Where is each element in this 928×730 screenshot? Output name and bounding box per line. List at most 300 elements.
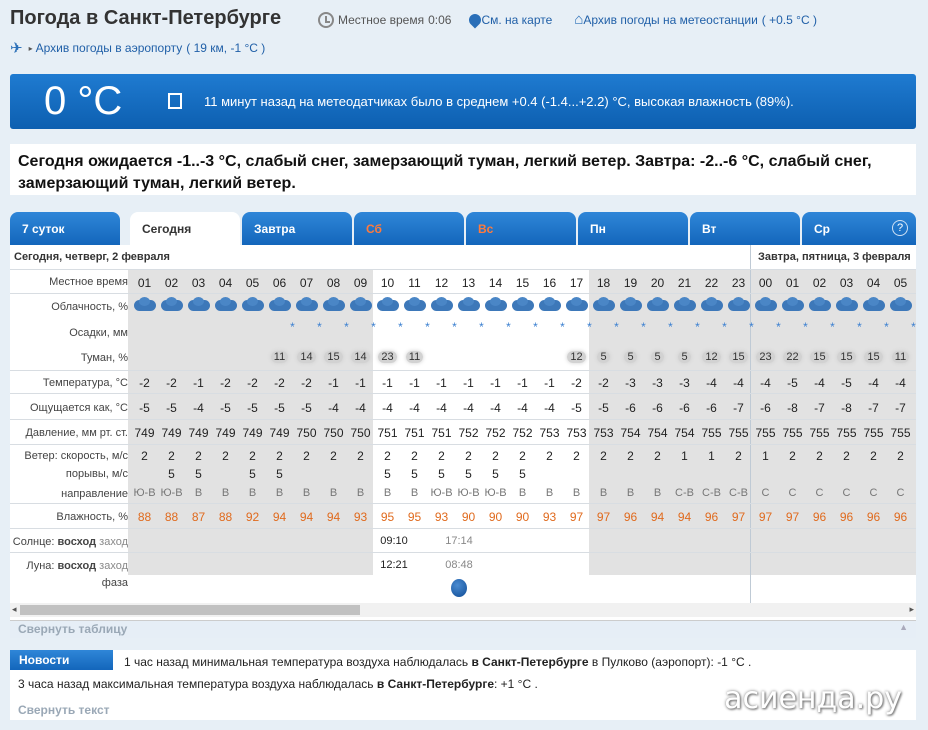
cell-pressure: 755 [863,426,884,440]
moon-set-label: заход [99,560,128,572]
cell-gusts: 5 [195,467,202,481]
cell-dir: В [599,487,608,499]
cell-dir: В [383,487,392,499]
day-header-tomorrow: Завтра, пятница, 3 февраля [758,251,911,263]
archive-airport[interactable]: ✈ ▸ Архив погоды в аэропорту ( 19 км, -1 °C ) [10,40,266,57]
snowflake-icon: * [506,320,511,334]
row-label-pressure: Давление, мм рт. ст. [25,427,128,439]
cell-hours: 16 [542,276,557,290]
cell-pressure: 750 [296,426,317,440]
cell-humidity: 94 [677,510,692,524]
cell-wind: 2 [870,449,877,463]
cell-wind: 2 [735,449,742,463]
cell-dir: В [572,487,581,499]
cloud-icon [240,297,264,311]
cell-dir: В [626,487,635,499]
cell-temp: -1 [193,376,204,390]
help-icon[interactable]: ? [892,220,908,236]
snowflake-icon: * [803,320,808,334]
cell-humidity: 88 [164,510,179,524]
cell-hours: 08 [326,276,341,290]
cell-hours: 01 [785,276,800,290]
row-label-humidity: Влажность, % [56,511,128,523]
cell-gusts: 5 [384,467,391,481]
cloud-icon [807,297,831,311]
cloud-icon [834,297,858,311]
snowflake-icon: * [668,320,673,334]
row-separator [10,293,916,294]
fog-cell [779,351,806,363]
fog-cell [347,351,374,363]
row-label-feels: Ощущается как, °C [29,402,128,414]
cell-temp: -2 [274,376,285,390]
fog-cell [752,351,779,363]
fog-value: 14 [297,351,315,363]
cell-dir: Ю-В [133,487,156,499]
local-time-label: Местное время [338,12,425,27]
cell-pressure: 749 [215,426,236,440]
cell-gusts: 5 [438,467,445,481]
fog-cell [266,351,293,363]
cloud-icon [672,297,696,311]
cloud-icon [429,297,453,311]
snowflake-icon: * [722,320,727,334]
moon-label [10,560,128,572]
snowflake-icon: * [560,320,565,334]
cell-temp: -4 [706,376,717,390]
cell-hours: 15 [515,276,530,290]
cloud-icon [456,297,480,311]
news-item-2 [18,677,538,691]
cell-temp: -3 [652,376,663,390]
cell-pressure: 751 [377,426,398,440]
snowflake-icon: * [695,320,700,334]
fog-value: 15 [729,351,747,363]
cell-wind: 2 [465,449,472,463]
tab-saturday[interactable]: Сб [354,212,464,245]
cell-hours: 17 [569,276,584,290]
night-shading [128,269,373,575]
cell-dir: Ю-В [430,487,453,499]
cloud-icon [726,297,750,311]
row-separator [10,393,916,394]
row-label-clouds: Облачность, % [51,301,128,313]
tab-monday[interactable]: Пн [578,212,688,245]
cell-pressure: 751 [404,426,425,440]
cell-gusts: 5 [465,467,472,481]
cell-wind: 2 [600,449,607,463]
fog-value: 12 [567,351,585,363]
sunrise-time: 09:10 [380,535,408,547]
cloud-icon [645,297,669,311]
cloud-icon [510,297,534,311]
horizontal-scrollbar[interactable] [10,603,916,617]
day-divider [750,245,751,603]
tab-wednesday[interactable] [802,212,916,245]
archive-station-text[interactable]: Архив погоды на метеостанции [583,12,758,27]
archive-airport-value: ( 19 км, -1 °C ) [186,41,266,55]
cell-humidity: 95 [380,510,395,524]
moonset-time: 08:48 [445,559,473,571]
scroll-right-icon[interactable]: ▸ [909,604,914,614]
fog-cell [671,351,698,363]
cell-feels: -4 [328,401,339,415]
cell-feels: -5 [220,401,231,415]
snowflake-icon: * [344,320,349,334]
snowflake-icon: * [641,320,646,334]
cell-pressure: 754 [620,426,641,440]
row-separator [10,419,916,420]
cloud-icon [618,297,642,311]
cell-temp: -1 [544,376,555,390]
cell-wind: 2 [654,449,661,463]
cell-feels: -5 [274,401,285,415]
cloud-icon [564,297,588,311]
fog-value: 15 [810,351,828,363]
cell-humidity: 94 [650,510,665,524]
cell-dir: С [869,487,878,499]
cell-feels: -4 [490,401,501,415]
page-title: Погода в Санкт-Петербурге [10,7,282,29]
cell-feels: -6 [679,401,690,415]
cell-feels: -4 [409,401,420,415]
fog-cell [293,351,320,363]
cloud-icon [132,297,156,311]
cell-hours: 20 [650,276,665,290]
cell-wind: 2 [573,449,580,463]
archive-airport-link[interactable]: Архив погоды в аэропорту [35,41,183,55]
cell-feels: -5 [571,401,582,415]
snowflake-icon: * [290,320,295,334]
snowflake-icon: * [911,320,916,334]
cloud-icon [753,297,777,311]
cell-feels: -7 [868,401,879,415]
cell-dir: Ю-В [160,487,183,499]
cell-humidity: 94 [272,510,287,524]
cell-humidity: 97 [569,510,584,524]
sun-prefix: Солнце: [12,536,55,548]
snowflake-icon: * [371,320,376,334]
news-1-tail: в Пулково (аэропорт): -1 °C . [588,655,752,669]
cell-humidity: 97 [731,510,746,524]
fog-value: 14 [351,351,369,363]
fog-cell [617,351,644,363]
tab-tuesday[interactable]: Вт [690,212,800,245]
fog-cell [401,351,428,363]
cell-hours: 13 [461,276,476,290]
cell-gusts: 5 [411,467,418,481]
cell-dir: В [248,487,257,499]
cell-hours: 05 [245,276,260,290]
fog-cell [320,351,347,363]
cell-hours: 10 [380,276,395,290]
moon-phase-label: фаза [101,577,128,589]
cell-feels: -4 [544,401,555,415]
cell-pressure: 754 [674,426,695,440]
cell-hours: 02 [812,276,827,290]
building-icon [168,93,182,109]
cell-dir: В [275,487,284,499]
cell-hours: 21 [677,276,692,290]
snowflake-icon: * [425,320,430,334]
moon-rise-label: восход [57,560,97,572]
tab-tomorrow[interactable]: Завтра [242,212,352,245]
fog-value: 5 [624,351,636,363]
cell-feels: -8 [841,401,852,415]
cell-hours: 04 [218,276,233,290]
snowflake-icon: * [830,320,835,334]
cell-temp: -4 [814,376,825,390]
cell-pressure: 753 [593,426,614,440]
fog-cell [644,351,671,363]
cell-wind: 2 [627,449,634,463]
cell-pressure: 755 [890,426,911,440]
cell-dir: С [788,487,797,499]
cell-hours: 14 [488,276,503,290]
row-separator [10,444,916,445]
cell-humidity: 93 [542,510,557,524]
snowflake-icon: * [533,320,538,334]
cell-feels: -6 [760,401,771,415]
cell-dir: В [221,487,230,499]
cell-humidity: 97 [596,510,611,524]
cell-temp: -1 [517,376,528,390]
clock-icon [318,12,334,28]
forecast-table [10,245,916,621]
tab-7days[interactable]: 7 суток [10,212,120,245]
cell-wind: 2 [330,449,337,463]
cell-humidity: 96 [623,510,638,524]
cell-hours: 03 [191,276,206,290]
cell-dir: В [194,487,203,499]
cell-wind: 2 [249,449,256,463]
cell-pressure: 749 [269,426,290,440]
cell-feels: -5 [301,401,312,415]
cell-dir: С [842,487,851,499]
cell-feels: -6 [625,401,636,415]
cell-wind: 2 [519,449,526,463]
cell-temp: -2 [598,376,609,390]
row-label-gusts: порывы, м/с [65,468,128,480]
row-label-dir: направление [61,488,128,500]
cell-pressure: 750 [350,426,371,440]
cell-hours: 07 [299,276,314,290]
row-separator [10,370,916,371]
sunset-time: 17:14 [445,535,473,547]
cell-wind: 2 [492,449,499,463]
archive-station-link[interactable] [570,11,817,28]
cell-temp: -5 [841,376,852,390]
cell-hours: 19 [623,276,638,290]
collapse-table-link[interactable] [10,621,916,638]
cell-hours: 09 [353,276,368,290]
cell-feels: -7 [733,401,744,415]
cell-wind: 1 [762,449,769,463]
fog-cell [698,351,725,363]
tab-wednesday-label: Ср [814,222,830,236]
snowflake-icon: * [452,320,457,334]
collapse-text-link[interactable]: Свернуть текст [18,703,110,717]
row-separator [10,269,916,270]
cloud-icon [780,297,804,311]
cell-temp: -2 [220,376,231,390]
news-tab[interactable]: Новости погоды [10,650,113,670]
cell-hours: 04 [866,276,881,290]
cell-wind: 2 [195,449,202,463]
cell-wind: 1 [708,449,715,463]
header-links [318,11,835,28]
cell-dir: Ю-В [457,487,480,499]
current-weather-band [10,74,916,129]
cell-feels: -5 [139,401,150,415]
cell-dir: С [761,487,770,499]
cell-temp: -2 [301,376,312,390]
local-time-value: 0:06 [428,12,452,27]
cell-pressure: 755 [701,426,722,440]
cell-humidity: 87 [191,510,206,524]
snowflake-icon: * [749,320,754,334]
map-link[interactable] [469,13,552,27]
cloud-icon [348,297,372,311]
fog-value: 22 [783,351,801,363]
cell-dir: В [302,487,311,499]
cell-feels: -5 [247,401,258,415]
cell-pressure: 752 [485,426,506,440]
sun-rise-label: восход [57,536,97,548]
day-header-today: Сегодня, четверг, 2 февраля [14,251,170,263]
collapse-table-text[interactable]: Свернуть таблицу [18,622,128,636]
fog-value: 15 [324,351,342,363]
cell-humidity: 93 [434,510,449,524]
cell-hours: 01 [137,276,152,290]
cell-dir: В [653,487,662,499]
cell-feels: -6 [652,401,663,415]
cell-temp: -4 [733,376,744,390]
night-shading [589,269,916,575]
cell-hours: 23 [731,276,746,290]
map-link-text[interactable]: См. на карте [481,12,553,27]
sun-set-label: заход [99,536,128,548]
fog-value: 23 [756,351,774,363]
fog-value: 11 [892,351,909,363]
fog-cell [563,351,590,363]
cloud-icon [591,297,615,311]
cell-temp: -1 [409,376,420,390]
cell-pressure: 749 [134,426,155,440]
cell-humidity: 96 [704,510,719,524]
airplane-icon: ✈ [10,40,23,57]
news-item-1 [124,655,751,669]
tab-today[interactable]: Сегодня [130,212,240,245]
cell-temp: -1 [328,376,339,390]
cell-humidity: 96 [866,510,881,524]
cloud-icon [213,297,237,311]
cloud-icon [699,297,723,311]
cell-wind: 2 [546,449,553,463]
fog-cell [725,351,752,363]
cell-temp: -5 [787,376,798,390]
cell-wind: 2 [843,449,850,463]
archive-station-value: ( +0.5 °C ) [761,12,817,27]
cell-temp: -2 [571,376,582,390]
cloud-icon [267,297,291,311]
cell-humidity: 90 [515,510,530,524]
cell-wind: 1 [681,449,688,463]
cell-wind: 2 [384,449,391,463]
cell-pressure: 752 [458,426,479,440]
cell-gusts: 5 [249,467,256,481]
fog-value: 5 [678,351,690,363]
cloud-icon [483,297,507,311]
snowflake-icon: * [776,320,781,334]
cell-wind: 2 [303,449,310,463]
cell-feels: -4 [355,401,366,415]
snowflake-icon: * [479,320,484,334]
cell-pressure: 749 [188,426,209,440]
cloud-icon [861,297,885,311]
fog-value: 12 [702,351,720,363]
cell-dir: В [545,487,554,499]
cell-dir: С-В [702,487,721,499]
cell-humidity: 94 [299,510,314,524]
cell-wind: 2 [816,449,823,463]
cell-hours: 12 [434,276,449,290]
cell-humidity: 88 [137,510,152,524]
cell-pressure: 752 [512,426,533,440]
cell-humidity: 97 [785,510,800,524]
cell-temp: -1 [355,376,366,390]
cloud-icon [888,297,912,311]
weather-news [10,650,916,720]
cell-temp: -2 [247,376,258,390]
row-separator [10,528,916,529]
news-1-city: в Санкт-Петербурге [471,655,589,669]
snowflake-icon: * [884,320,889,334]
cell-temp: -3 [679,376,690,390]
row-separator [10,552,916,553]
scroll-left-icon[interactable]: ◂ [12,604,17,614]
row-label-fog: Туман, % [80,352,128,364]
cell-hours: 18 [596,276,611,290]
cell-feels: -7 [814,401,825,415]
cell-temp: -1 [436,376,447,390]
cell-feels: -4 [193,401,204,415]
fog-cell [833,351,860,363]
cell-temp: -2 [139,376,150,390]
fog-cell [590,351,617,363]
tab-sunday[interactable]: Вс [466,212,576,245]
cell-pressure: 755 [728,426,749,440]
cell-dir: С [896,487,905,499]
cell-hours: 02 [164,276,179,290]
cell-hours: 03 [839,276,854,290]
cell-feels: -5 [598,401,609,415]
cell-humidity: 95 [407,510,422,524]
row-label-time: Местное время [49,276,128,288]
cloud-icon [159,297,183,311]
news-2-text: 3 часа назад максимальная температура воздуха наблюдалась [18,677,377,691]
cell-feels: -4 [463,401,474,415]
cell-temp: -4 [760,376,771,390]
cell-hours: 22 [704,276,719,290]
cell-hours: 11 [408,276,421,290]
cell-temp: -1 [490,376,501,390]
scrollbar-thumb[interactable] [20,605,360,615]
collapse-up-icon[interactable]: ▲ [899,622,908,632]
cell-wind: 2 [897,449,904,463]
fog-cell [374,351,401,363]
fog-value: 11 [406,351,423,363]
